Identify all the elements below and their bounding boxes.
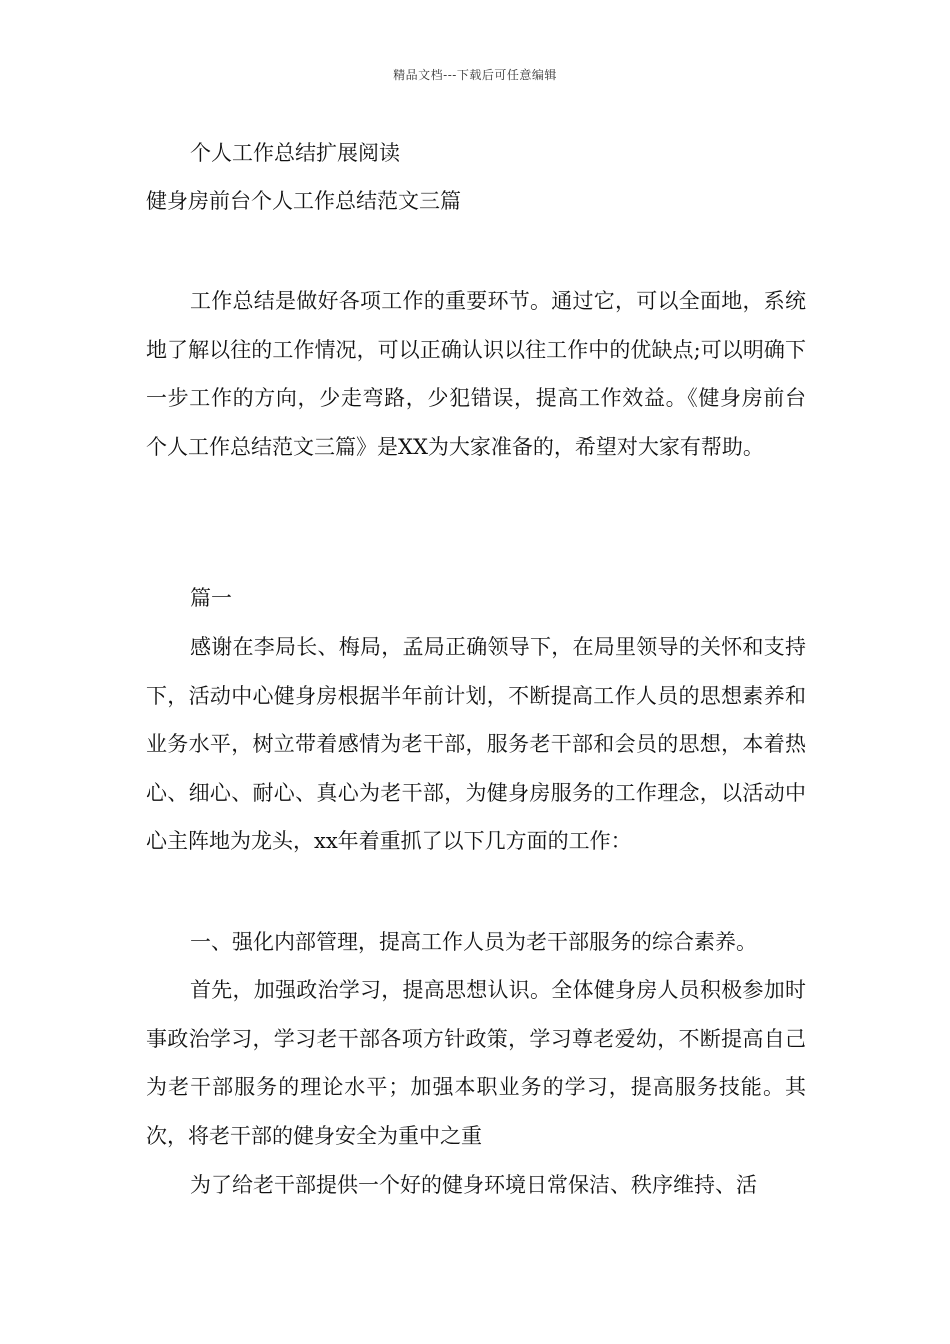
- page-header-note: 精品文档---下载后可任意编辑: [393, 68, 557, 82]
- thanks-paragraph: 感谢在李局长、梅局，孟局正确领导下，在局里领导的关怀和支持下，活动中心健身房根据半年前计划，不断提高工作人员的思想素养和业务水平，树立带着感情为老干部，服务老干部和会员的思想，本着热心、细心、耐心、真心为老干部，为健身房服务的工作理念，以活动中心主阵地为龙头，xx年着重抓了以下几方面的工作：: [146, 635, 806, 854]
- body-paragraph-continued: 为了给老干部提供一个好的健身环境日常保洁、秩序维持、活: [190, 1173, 757, 1197]
- intro-paragraph: 工作总结是做好各项工作的重要环节。通过它，可以全面地，系统地了解以往的工作情况，可以正确认识以往工作中的优缺点;可以明确下一步工作的方向，少走弯路，少犯错误，提高工作效益。《健身房前台个人工作总结范文三篇》是XX为大家准备的，希望对大家有帮助。: [146, 289, 806, 459]
- section-heading-1: 一、强化内部管理，提高工作人员为老干部服务的综合素养。: [190, 930, 757, 954]
- document-heading: 个人工作总结扩展阅读: [190, 141, 400, 165]
- body-paragraph: 首先，加强政治学习，提高思想认识。全体健身房人员积极参加时事政治学习，学习老干部各项方针政策，学习尊老爱幼，不断提高自己为老干部服务的理论水平；加强本职业务的学习，提高服务技能。其次，将老干部的健身安全为重中之重: [146, 978, 806, 1148]
- part-title: 篇一: [190, 586, 232, 610]
- document-title: 健身房前台个人工作总结范文三篇: [146, 189, 461, 213]
